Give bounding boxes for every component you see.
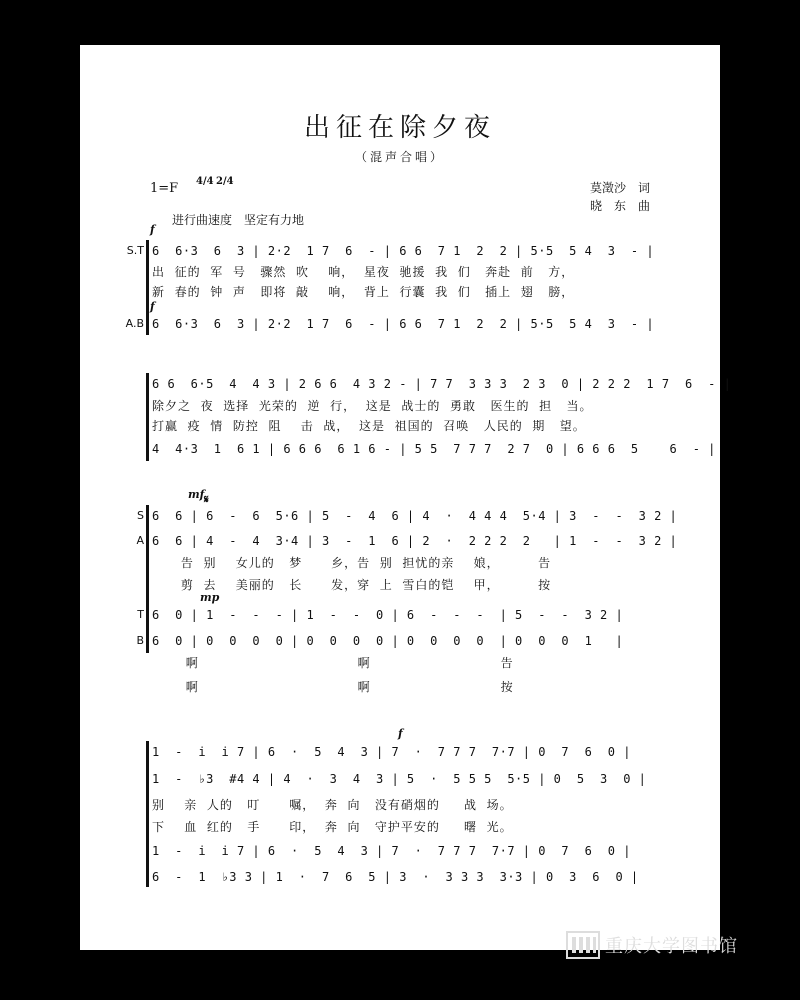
system4-s-notes: 1 - i i 7 | 6 · 5 4 3 | 7 · 7 7 7 7·7 | 0 7 6 0 |: [152, 745, 631, 759]
system3-a-staff: [80, 532, 720, 550]
system4-a-notes: 1 - ♭3 #4 4 | 4 · 3 4 3 | 5 · 5 5 5 5·5 | 0 5 3 0 |: [152, 772, 647, 786]
lyric-verse1-lower: 啊 啊 告: [152, 656, 514, 670]
system2-lyric2: [80, 417, 720, 435]
system3-b-staff: [80, 632, 720, 650]
system-bracket: [146, 373, 149, 461]
watermark-text: 重庆大学图书馆: [605, 936, 738, 957]
lyric-verse1: 除夕之 夜 选择 光荣的 逆 行， 这是 战士的 勇敢 医生的 担 当。: [152, 399, 593, 413]
system1-lyric1: [80, 263, 720, 281]
system3-b-notes: 6 0 | 0 0 0 0 | 0 0 0 0 | 0 0 0 0 | 0 0 0 1 |: [152, 634, 624, 648]
system1-bottom-staff: [80, 315, 720, 333]
system3-t-notes: 6 0 | 1 - - - | 1 - - 0 | 6 - - - | 5 - - 3 2 |: [152, 608, 624, 622]
system-bracket: [146, 741, 149, 887]
lyric-verse2: 打赢 疫 情 防控 阻 击 战， 这是 祖国的 召唤 人民的 期 望。: [152, 419, 586, 433]
system3-lyric4: [80, 678, 720, 696]
dynamic-mezzo-forte: mf: [188, 488, 205, 501]
tempo-marking: 进行曲速度 坚定有力地: [172, 213, 305, 227]
system1-top-staff: [80, 242, 720, 260]
lyric-verse2: 剪 去 美丽的 长 发，穿 上 雪白的铠 甲， 按: [152, 578, 552, 592]
library-logo-icon: [565, 928, 601, 962]
system3-lyric2: [80, 576, 720, 594]
system2-bottom-staff: [80, 440, 720, 458]
system2-top-staff: [80, 375, 732, 393]
system3-a-notes: 6 6 | 4 - 4 3·4 | 3 - 1 6 | 2 · 2 2 2 2 | 1 - - 3 2 |: [152, 534, 678, 548]
voice-label-t: T: [137, 608, 144, 621]
voice-label-s: S: [137, 509, 144, 522]
system-bracket: [146, 505, 149, 653]
voice-label-st: S.T: [126, 244, 144, 257]
library-watermark: [565, 926, 765, 966]
lyric-verse1: 出 征的 军 号 骤然 吹 响， 星夜 驰援 我 们 奔赴 前 方，: [152, 265, 575, 279]
time-signature-1: 4/4: [196, 176, 214, 187]
dynamic-mezzo-piano: mp: [200, 591, 220, 604]
system2-bottom-notes: 4 4·3 1 6 1 | 6 6 6 6 1 6 - | 5 5 7 7 7 2 7 0 | 6 6 6 5 6 - |: [152, 442, 716, 456]
lyric-verse1: 告 别 女儿的 梦 乡，告 别 担忧的亲 娘， 告: [152, 556, 552, 570]
system4-lyric1: [80, 796, 720, 814]
system-bracket: [146, 240, 149, 335]
system4-s-staff: [80, 743, 720, 761]
system2-lyric1: [80, 397, 720, 415]
system4-lyric2: [80, 818, 720, 836]
system4-t-staff: [80, 842, 720, 860]
lyric-verse2: 新 春的 钟 声 即将 敲 响， 背上 行囊 我 们 插上 翅 膀，: [152, 285, 575, 299]
system4-b-staff: [80, 868, 720, 886]
lyric-verse1: 别 亲 人的 叮 嘱， 奔 向 没有硝烟的 战 场。: [152, 798, 513, 812]
voice-label-ab: A.B: [125, 317, 144, 330]
system1-bottom-notes: 6 6·3 6 3 | 2·2 1 7 6 - | 6 6 7 1 2 2 | 5·5 5 4 3 - |: [152, 317, 655, 331]
system3-s-staff: [80, 507, 720, 525]
system3-lyric3: [80, 654, 720, 672]
composer-credit: 晓 东 曲: [590, 199, 651, 213]
system3-s-notes: 6 6 | 6 - 6 5·6 | 5 - 4 6 | 4 · 4 4 4 5·4 | 3 - - 3 2 |: [152, 509, 678, 523]
system4-b-notes: 6 - 1 ♭3 3 | 1 · 7 6 5 | 3 · 3 3 3 3·3 | 0 3 6 0 |: [152, 870, 639, 884]
system4-a-staff: [80, 770, 720, 788]
system3-t-staff: [80, 606, 720, 624]
lyric-verse2-lower: 啊 啊 按: [152, 680, 514, 694]
lyricist-credit: 莫澂沙 词: [590, 181, 651, 195]
lyric-verse2: 下 血 红的 手 印， 奔 向 守护平安的 曙 光。: [152, 820, 513, 834]
key-signature: 1=F: [150, 181, 179, 196]
voice-label-b: B: [136, 634, 144, 647]
system4-t-notes: 1 - i i 7 | 6 · 5 4 3 | 7 · 7 7 7 7·7 | 0 7 6 0 |: [152, 844, 631, 858]
time-signature-2: 2/4: [216, 176, 234, 187]
song-title: 出征在除夕夜: [303, 113, 496, 143]
system3-lyric1: [80, 554, 720, 572]
voice-label-a: A: [136, 534, 144, 547]
system2-top-notes: 6 6 6·5 4 4 3 | 2 6 6 4 3 2 - | 7 7 3 3 3 2 3 0 | 2 2 2 1 7 6 - |: [152, 377, 732, 391]
segno-mark: 𝄋: [204, 493, 209, 506]
dynamic-forte: f: [398, 727, 403, 740]
system1-top-notes: 6 6·3 6 3 | 2·2 1 7 6 - | 6 6 7 1 2 2 | 5·5 5 4 3 - |: [152, 244, 655, 258]
song-subtitle: （混声合唱）: [354, 150, 445, 164]
system1-lyric2: [80, 283, 720, 301]
dynamic-forte: f: [150, 223, 155, 236]
score-page: [80, 45, 732, 950]
dynamic-forte: f: [150, 300, 155, 313]
